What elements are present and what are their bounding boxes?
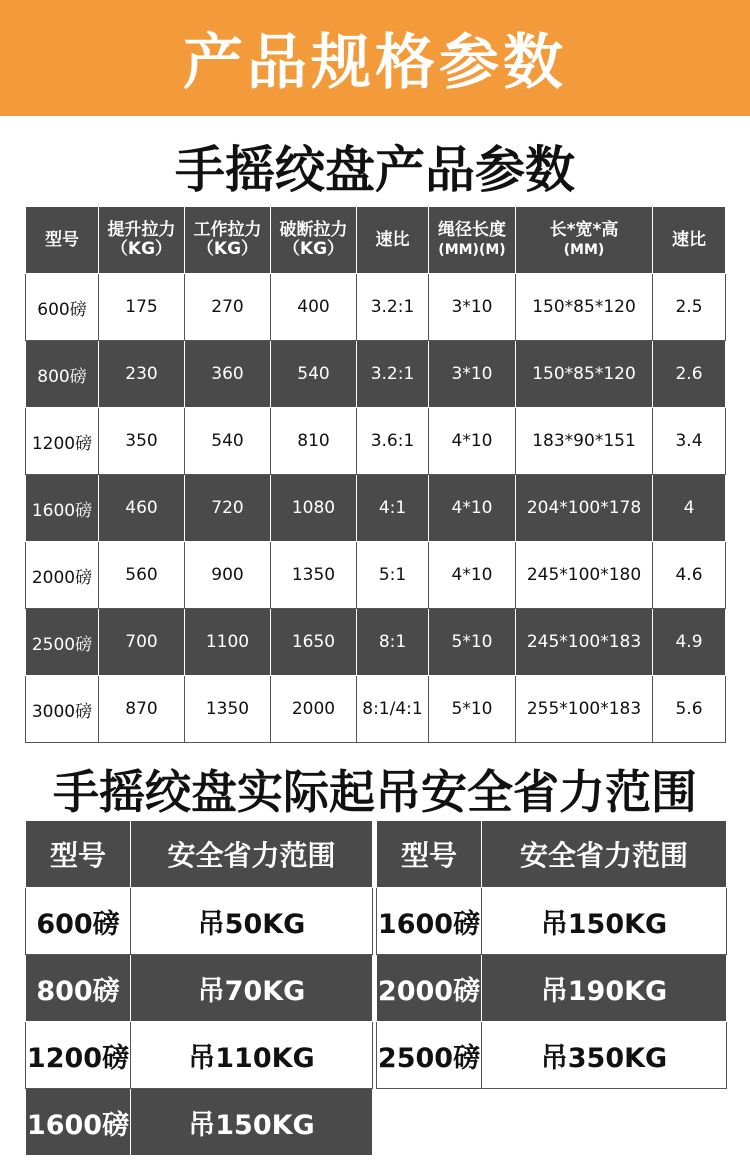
spec-value-cell: 3.2:1 [357,341,429,408]
spec-model-cell: 2500磅 [26,609,99,676]
spec-row [26,676,726,743]
spec-value-cell: 4*10 [429,475,516,542]
spec-table [25,206,726,743]
spec-value-cell: 1350 [271,542,357,609]
spec-value-cell: 3*10 [429,274,516,341]
spec-value-cell: 270 [185,274,271,341]
range-value-cell: 吊150KG [131,1089,373,1156]
spec-value-cell: 460 [99,475,185,542]
range-header-cell: 安全省力范围 [131,821,373,888]
spec-model-cell: 600磅 [26,274,99,341]
spec-value-cell: 8:1 [357,609,429,676]
spec-value-cell: 4*10 [429,408,516,475]
range-section-title: 手摇绞盘实际起吊安全省力范围 [53,765,697,819]
spec-header-cell: 破断拉力 （KG） [271,207,357,274]
header-banner [0,0,750,116]
spec-value-cell: 5:1 [357,542,429,609]
range-value-cell: 吊70KG [131,955,373,1022]
spec-value-cell: 8:1/4:1 [357,676,429,743]
spec-value-cell: 1080 [271,475,357,542]
spec-value-cell: 230 [99,341,185,408]
spec-value-cell: 360 [185,341,271,408]
spec-header-row [26,207,726,274]
range-row [26,955,727,1022]
spec-header-cell: 提升拉力 （KG） [99,207,185,274]
range-row [26,1089,727,1156]
spec-model-cell: 3000磅 [26,676,99,743]
range-header-cell: 型号 [377,821,482,888]
spec-value-cell: 540 [271,341,357,408]
spec-header-cell: 速比 [653,207,726,274]
spec-value-cell: 720 [185,475,271,542]
spec-row [26,609,726,676]
range-model-cell: 800磅 [26,955,131,1022]
spec-value-cell: 175 [99,274,185,341]
spec-value-cell: 1100 [185,609,271,676]
range-model-cell: 1200磅 [26,1022,131,1089]
spec-section-title: 手摇绞盘产品参数 [175,141,575,199]
range-row [26,888,727,955]
spec-value-cell: 1650 [271,609,357,676]
spec-value-cell: 4*10 [429,542,516,609]
spec-row [26,475,726,542]
spec-value-cell: 4.6 [653,542,726,609]
range-model-cell: 2500磅 [377,1022,482,1089]
range-model-cell: 600磅 [26,888,131,955]
spec-value-cell: 5.6 [653,676,726,743]
spec-value-cell: 204*100*178 [516,475,653,542]
spec-value-cell: 255*100*183 [516,676,653,743]
spec-model-cell: 1200磅 [26,408,99,475]
spec-value-cell: 810 [271,408,357,475]
spec-value-cell: 3.6:1 [357,408,429,475]
spec-value-cell: 560 [99,542,185,609]
spec-value-cell: 245*100*180 [516,542,653,609]
spec-model-cell: 800磅 [26,341,99,408]
spec-value-cell: 870 [99,676,185,743]
spec-value-cell: 350 [99,408,185,475]
spec-model-cell: 2000磅 [26,542,99,609]
spec-value-cell: 5*10 [429,609,516,676]
range-model-cell: 1600磅 [377,888,482,955]
range-table [25,820,727,1156]
spec-header-cell: 长*宽*高 (MM) [516,207,653,274]
range-value-cell: 吊50KG [131,888,373,955]
spec-value-cell: 5*10 [429,676,516,743]
range-header-cell: 安全省力范围 [482,821,727,888]
range-value-cell: 吊150KG [482,888,727,955]
spec-value-cell: 3.2:1 [357,274,429,341]
spec-header-cell: 绳径长度 (MM)(M) [429,207,516,274]
spec-header-cell: 工作拉力 （KG） [185,207,271,274]
spec-value-cell: 3.4 [653,408,726,475]
spec-row [26,408,726,475]
spec-value-cell: 3*10 [429,341,516,408]
spec-value-cell: 183*90*151 [516,408,653,475]
spec-value-cell: 4 [653,475,726,542]
spec-model-cell: 1600磅 [26,475,99,542]
spec-value-cell: 400 [271,274,357,341]
spec-row [26,274,726,341]
spec-value-cell: 150*85*120 [516,341,653,408]
range-value-cell: 吊110KG [131,1022,373,1089]
spec-value-cell: 900 [185,542,271,609]
range-row [26,1022,727,1089]
range-header-row [26,821,727,888]
spec-header-cell: 型号 [26,207,99,274]
spec-value-cell: 2.6 [653,341,726,408]
spec-value-cell: 4.9 [653,609,726,676]
range-value-cell: 吊190KG [482,955,727,1022]
range-model-cell: 1600磅 [26,1089,131,1156]
spec-value-cell: 2.5 [653,274,726,341]
spec-value-cell: 4:1 [357,475,429,542]
range-model-cell: 2000磅 [377,955,482,1022]
spec-value-cell: 2000 [271,676,357,743]
range-value-cell: 吊350KG [482,1022,727,1089]
spec-row [26,341,726,408]
spec-value-cell: 700 [99,609,185,676]
spec-value-cell: 150*85*120 [516,274,653,341]
banner-title: 产品规格参数 [183,28,567,98]
spec-row [26,542,726,609]
spec-header-cell: 速比 [357,207,429,274]
spec-value-cell: 540 [185,408,271,475]
spec-value-cell: 1350 [185,676,271,743]
range-header-cell: 型号 [26,821,131,888]
spec-value-cell: 245*100*183 [516,609,653,676]
